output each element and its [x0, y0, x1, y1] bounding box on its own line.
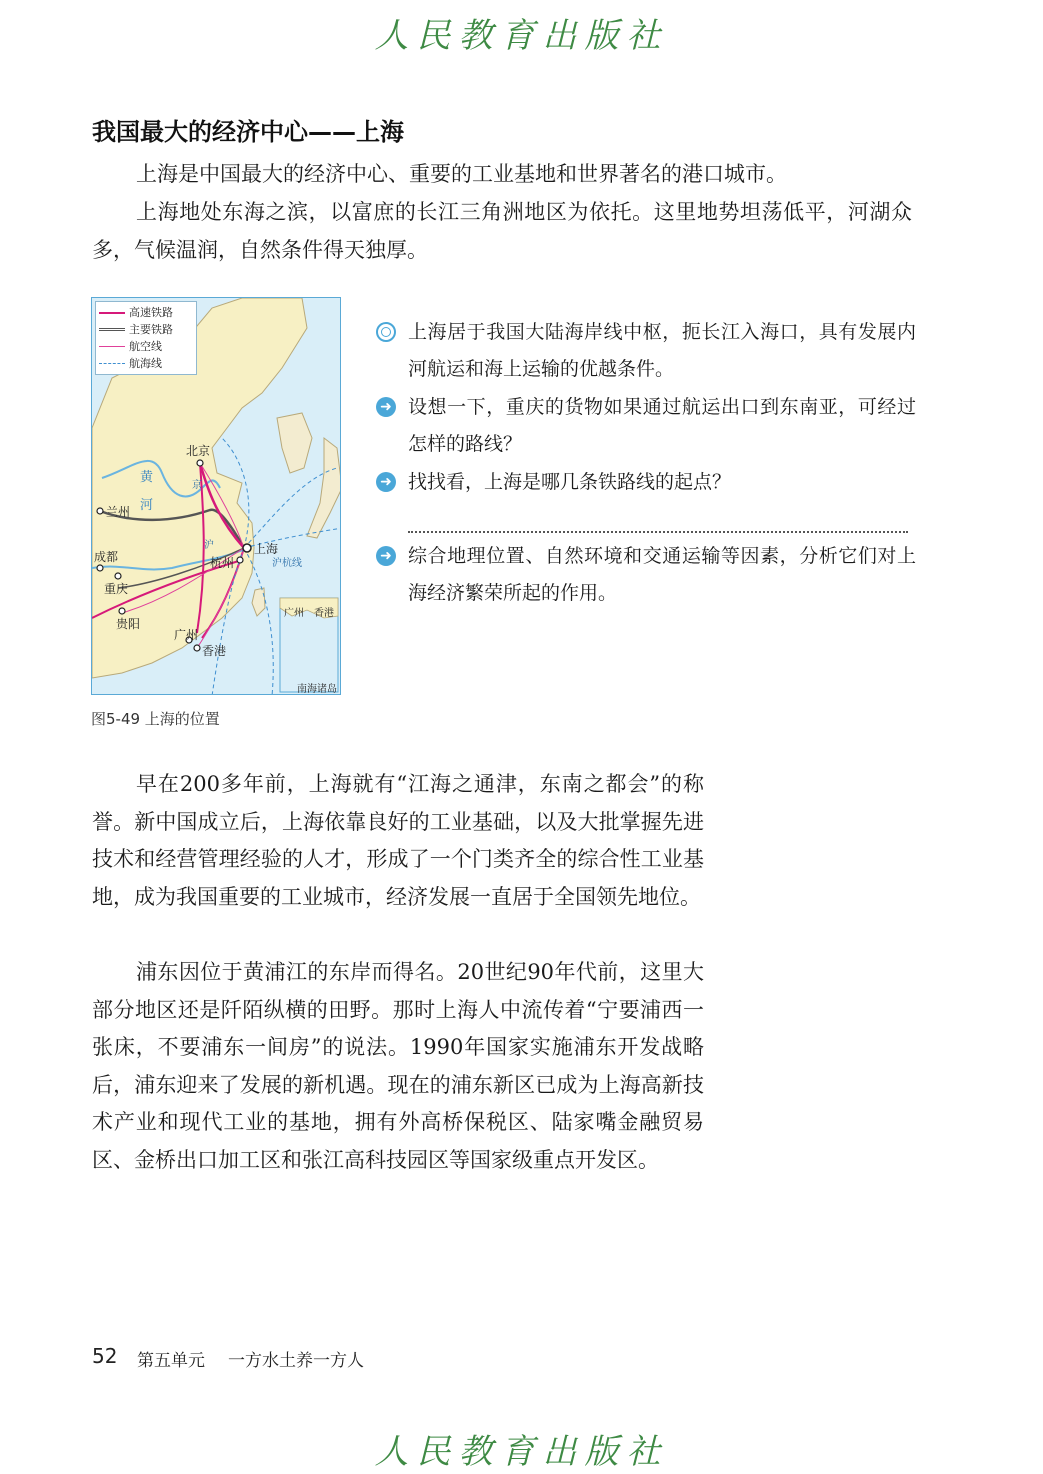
- dot-chengdu: [97, 565, 103, 571]
- ring-icon: [376, 322, 396, 342]
- river-label-he: 河: [140, 498, 154, 513]
- legend-high-speed-rail: [99, 304, 193, 321]
- inset-nanhai: 南海诸岛: [297, 684, 337, 695]
- dot-hongkong: [194, 645, 200, 651]
- sidebar-question-text: 综合地理位置、自然环境和交通运输等因素，分析它们对上海经济繁荣所起的作用。: [408, 545, 916, 604]
- inset-hongkong: 香港: [314, 608, 334, 619]
- legend-label: 主要铁路: [129, 323, 173, 336]
- paragraph-1: 上海是中国最大的经济中心、重要的工业基地和世界著名的港口城市。: [136, 162, 787, 186]
- sidebar-question-1: [376, 389, 916, 463]
- legend-label: 航海线: [129, 357, 162, 370]
- arrow-icon: ➜: [376, 472, 396, 492]
- city-guangzhou: 广州: [174, 628, 199, 642]
- japan-shape: [307, 438, 341, 538]
- sea-swatch-icon: [99, 363, 125, 364]
- legend-label: 高速铁路: [129, 306, 173, 319]
- publisher-logo-bottom: 人民教育出版社: [374, 1432, 669, 1472]
- route-label-jing: 京: [192, 480, 202, 491]
- figure-caption: 图5-49 上海的位置: [91, 710, 220, 728]
- city-lanzhou: 兰州: [106, 505, 131, 519]
- dot-lanzhou: [97, 508, 103, 514]
- city-shanghai: 上海: [254, 542, 279, 556]
- section-title: 我国最大的经济中心——上海: [92, 118, 404, 146]
- city-chongqing: 重庆: [104, 582, 129, 596]
- page-number: 52: [92, 1344, 118, 1368]
- footer-unit: 第五单元: [137, 1351, 205, 1371]
- legend-label: 航空线: [129, 340, 162, 353]
- sidebar-question-text: 设想一下，重庆的货物如果通过航运出口到东南亚，可经过怎样的路线？: [408, 396, 916, 455]
- sidebar-question-3: [376, 538, 916, 612]
- paragraph-4: 浦东因位于黄浦江的东岸而得名。20世纪90年代前，这里大部分地区还是阡陌纵横的田野。那时上海人中流传着“宁要浦西一张床，不要浦东一间房”的说法。1990年国家实施浦东开发战略后，浦东迎来了发展的新机遇。现在的浦东新区已成为上海高新技术产业和现代工业的基地，拥有外高桥保税区、陆家嘴金融贸易区、金桥出口加工区和张江高科技园区等国家级重点开发区。: [92, 960, 704, 1172]
- sidebar-note-text: 上海居于我国大陆海岸线中枢，扼长江入海口，具有发展内河航运和海上运输的优越条件。: [408, 321, 916, 380]
- sidebar-question-text: 找找看，上海是哪几条铁路线的起点？: [408, 471, 732, 493]
- publisher-logo-top: 人民教育出版社: [374, 16, 669, 56]
- shanghai-location-map: [91, 297, 341, 695]
- city-guiyang: 贵阳: [116, 617, 141, 631]
- inset-guangzhou: 广州: [284, 608, 304, 619]
- dot-guiyang: [119, 608, 125, 614]
- hsr-swatch-icon: [99, 312, 125, 314]
- rail-swatch-icon: [99, 328, 125, 332]
- map-legend: [95, 301, 197, 375]
- legend-air-route: [99, 338, 193, 355]
- river-label-huang: 黄: [140, 470, 154, 485]
- city-beijing: 北京: [186, 444, 211, 458]
- korea-shape: [277, 413, 312, 473]
- paragraph-2: 上海地处东海之滨，以富庶的长江三角洲地区为依托。这里地势坦荡低平，河湖众多，气候温润，自然条件得天独厚。: [92, 200, 912, 262]
- legend-sea-route: [99, 355, 193, 372]
- paragraph-3: 早在200多年前，上海就有“江海之通津，东南之都会”的称誉。新中国成立后，上海依靠良好的工业基础，以及大批掌握先进技术和经营管理经验的人才，形成了一个门类齐全的综合性工业基地，成为我国重要的工业城市，经济发展一直居于全国领先地位。: [92, 772, 704, 909]
- dotted-divider: [408, 531, 908, 533]
- legend-main-railway: [99, 321, 193, 338]
- city-hangzhou: 杭州: [210, 556, 235, 570]
- footer-chapter: 一方水土养一方人: [228, 1351, 364, 1371]
- route-label-huhang: 沪杭线: [272, 558, 302, 569]
- sidebar-note: [376, 314, 916, 388]
- sidebar-question-2: [376, 464, 916, 501]
- arrow-icon: ➜: [376, 546, 396, 566]
- dot-beijing: [197, 460, 203, 466]
- city-hongkong: 香港: [202, 644, 227, 658]
- city-chengdu: 成都: [94, 550, 119, 564]
- dot-shanghai: [243, 544, 251, 552]
- taiwan-shape: [252, 588, 265, 616]
- dot-chongqing: [115, 573, 121, 579]
- air-swatch-icon: [99, 346, 125, 347]
- route-label-hu: 沪: [204, 540, 214, 551]
- arrow-icon: ➜: [376, 397, 396, 417]
- dot-hangzhou: [237, 557, 243, 563]
